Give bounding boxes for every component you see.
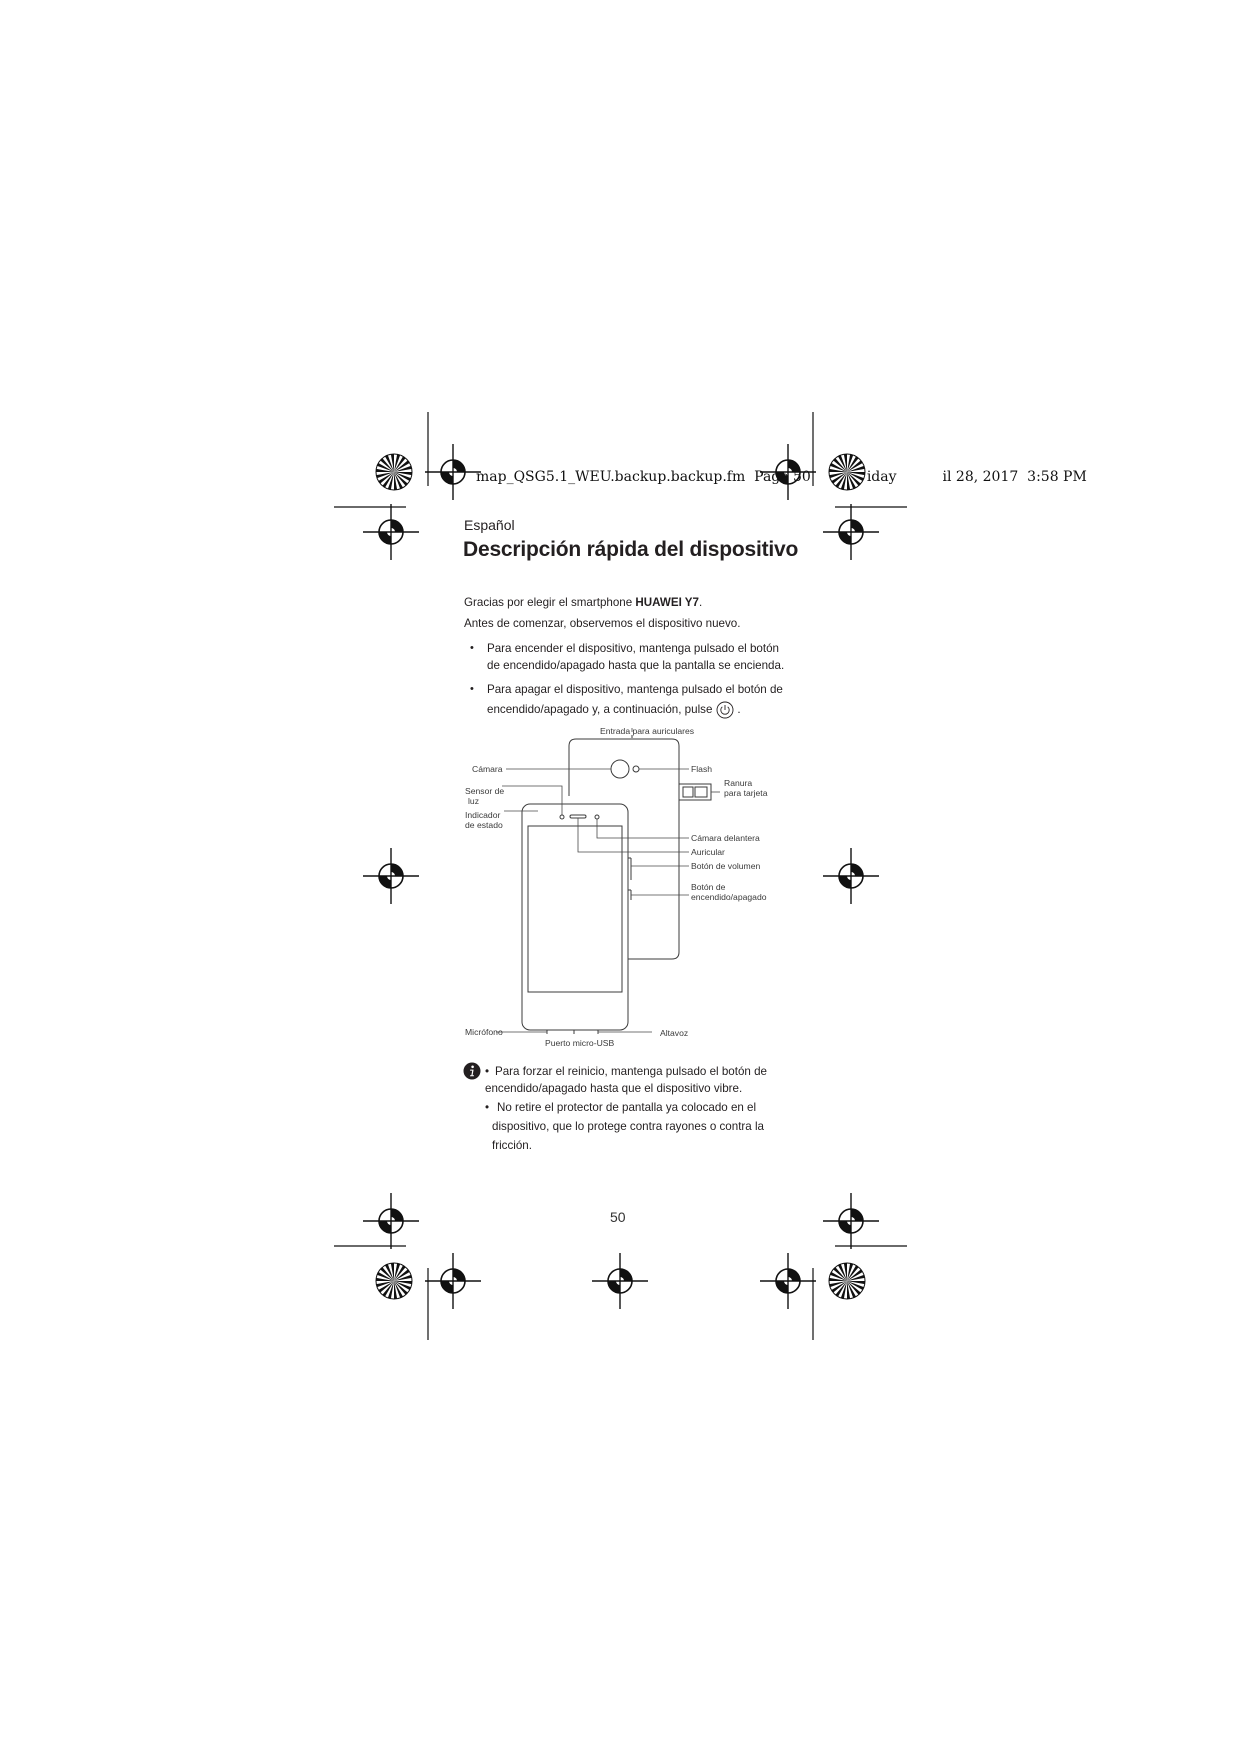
list-item <box>470 640 790 676</box>
registration-mark-icon <box>823 848 879 904</box>
label-line: Botón de <box>691 882 726 892</box>
star-target-icon <box>376 454 412 490</box>
label-line: Indicador <box>465 810 501 820</box>
product-name: HUAWEI Y7 <box>635 596 699 609</box>
label-speaker: Altavoz <box>660 1028 689 1038</box>
note-line: dispositivo, que lo protege contra rayones o contra la <box>492 1120 764 1133</box>
label-line: Sensor de <box>465 786 505 796</box>
slug-left: map_QSG5.1_WEU.backup.backup.fm Page 50 <box>476 469 811 485</box>
label-line: de estado <box>465 820 503 830</box>
slug-middle: iday <box>866 469 897 485</box>
slug-right: il 28, 2017 3:58 PM <box>942 469 1087 485</box>
label-light-sensor <box>465 786 504 806</box>
bullet-line <box>487 701 787 719</box>
bullet-line-text: encendido/apagado y, a continuación, pulse <box>487 703 713 717</box>
label-status-indicator <box>465 810 503 830</box>
bullet-dot: • <box>485 1101 490 1114</box>
bullet-line: Para apagar el dispositivo, mantenga pulsado el botón de <box>487 683 783 696</box>
label-earpiece: Auricular <box>691 847 725 857</box>
intro-line-1 <box>464 594 702 611</box>
speaker-leader <box>598 1032 652 1034</box>
note-line: Para forzar el reinicio, mantenga pulsado el botón de <box>495 1065 767 1078</box>
registration-mark-icon <box>823 504 879 560</box>
registration-mark-icon <box>823 1193 879 1249</box>
label-line: encendido/apagado <box>691 892 767 902</box>
note-line: No retire el protector de pantalla ya colocado en el <box>497 1101 757 1114</box>
registration-mark-icon <box>425 444 481 500</box>
label-headphone: Entrada para auriculares <box>600 726 695 736</box>
label-card-slot <box>724 778 767 798</box>
bullet-line: de encendido/apagado hasta que la pantalla se encienda. <box>487 659 785 672</box>
bullet-line: Para encender el dispositivo, mantenga pulsado el botón <box>487 642 779 655</box>
intro-text: Gracias por elegir el smartphone <box>464 596 636 609</box>
print-slug <box>476 465 1087 489</box>
section-label: Español <box>464 517 515 533</box>
label-line: luz <box>468 796 479 806</box>
registration-mark-icon <box>363 848 419 904</box>
label-microphone: Micrófono <box>465 1027 503 1037</box>
note-line: encendido/apagado hasta que el dispositivo vibre. <box>485 1082 743 1095</box>
power-icon <box>716 701 734 719</box>
registration-mark-icon <box>760 1253 816 1309</box>
star-target-icon <box>829 1263 865 1299</box>
label-flash: Flash <box>691 764 713 774</box>
bullet-dot: • <box>470 683 474 695</box>
note-line: fricción. <box>492 1139 532 1152</box>
intro-line-2: Antes de comenzar, observemos el dispositivo nuevo. <box>464 617 741 630</box>
intro-period: . <box>699 596 703 609</box>
page-title: Descripción rápida del dispositivo <box>463 538 799 561</box>
label-line: Ranura <box>724 778 753 788</box>
rear-flash <box>633 766 639 772</box>
star-target-icon <box>376 1263 412 1299</box>
registration-mark-icon <box>363 504 419 560</box>
label-camera: Cámara <box>472 764 503 774</box>
rear-camera-lens <box>611 760 629 778</box>
label-line: para tarjeta <box>724 788 768 798</box>
registration-mark-icon <box>425 1253 481 1309</box>
registration-mark-icon <box>592 1253 648 1309</box>
bullet-text <box>487 681 787 719</box>
registration-mark-icon <box>363 1193 419 1249</box>
bullet-trail: . <box>737 703 741 717</box>
bullet-dot: • <box>485 1065 490 1078</box>
microphone-leader <box>496 1032 547 1034</box>
page-number: 50 <box>610 1209 626 1225</box>
bullet-dot: • <box>470 642 474 654</box>
info-icon <box>463 1062 481 1080</box>
label-usb: Puerto micro-USB <box>545 1038 615 1048</box>
list-item <box>470 681 790 721</box>
bullet-text <box>487 640 787 674</box>
label-power <box>691 882 767 902</box>
label-volume: Botón de volumen <box>691 861 761 871</box>
label-front-camera: Cámara delantera <box>691 833 760 843</box>
